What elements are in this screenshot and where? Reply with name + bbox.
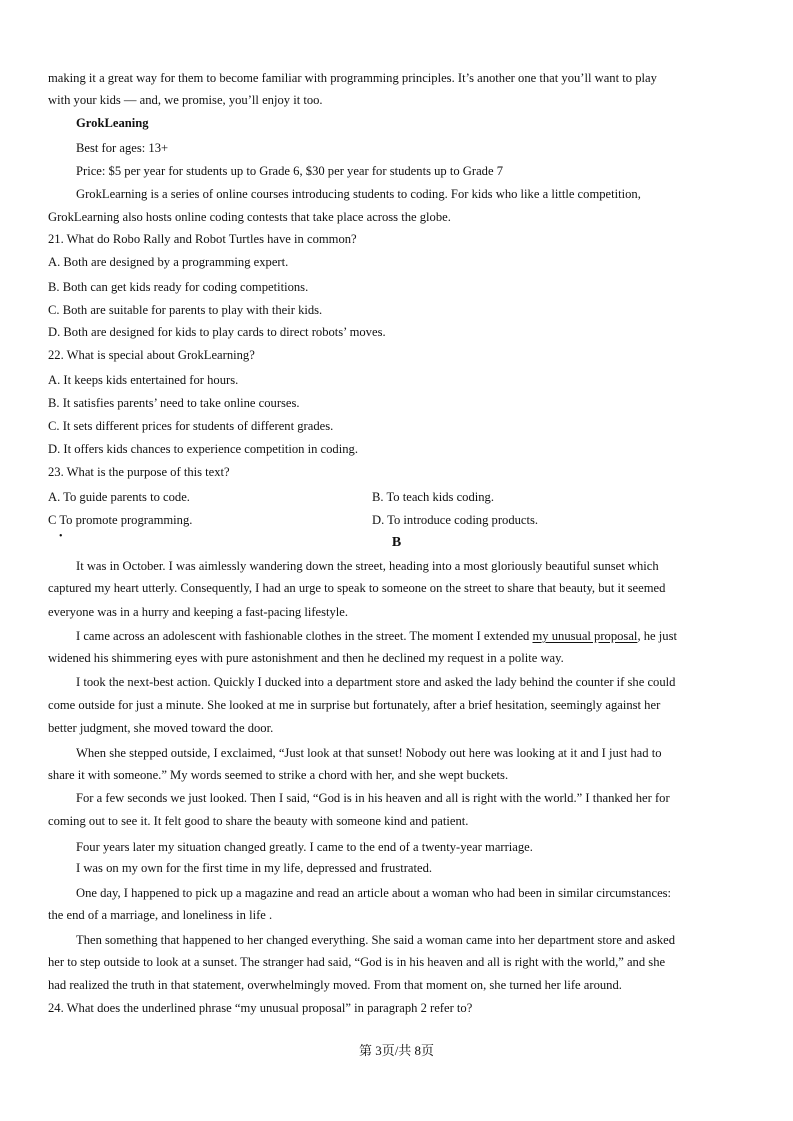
question-21-option-c: C. Both are suitable for parents to play with their kids. [48, 303, 323, 317]
passage-p3-line-1: I took the next-best action. Quickly I ducked into a department store and asked the lady behind the counter if she could [76, 675, 676, 689]
section-b-heading: B [391, 535, 402, 550]
question-21-stem: 21. What do Robo Rally and Robot Turtles have in common? [48, 232, 357, 246]
question-21-option-a: A. Both are designed by a programming expert. [48, 255, 289, 269]
grok-desc-line-1: GrokLearning is a series of online courses introducing students to coding. For kids who like a little competition, [76, 187, 641, 201]
intro-line-1: making it a great way for them to become familiar with programming principles. It’s another one that you’ll want to play [48, 71, 657, 85]
passage-p8-line-2: the end of a marriage, and loneliness in life . [48, 908, 273, 922]
stray-dot-mark: • [59, 531, 63, 542]
question-22-option-c: C. It sets different prices for students of different grades. [48, 419, 334, 433]
passage-p2-line-2: widened his shimmering eyes with pure astonishment and then he declined my request in a polite way. [48, 651, 564, 665]
question-22-option-a: A. It keeps kids entertained for hours. [48, 373, 239, 387]
passage-p6: Four years later my situation changed greatly. I came to the end of a twenty-year marriage. [76, 840, 533, 854]
question-23-option-b: B. To teach kids coding. [372, 490, 495, 504]
passage-p1-line-1: It was in October. I was aimlessly wandering down the street, heading into a most gloriously beautiful sunset which [76, 559, 659, 573]
passage-p8-line-1: One day, I happened to pick up a magazine and read an article about a woman who had been in similar circumstances: [76, 886, 672, 900]
question-24-stem: 24. What does the underlined phrase “my unusual proposal” in paragraph 2 refer to? [48, 1001, 473, 1015]
passage-p5-line-2: coming out to see it. It felt good to share the beauty with someone kind and patient. [48, 814, 469, 828]
question-22-stem: 22. What is special about GrokLearning? [48, 348, 255, 362]
passage-p5-line-1: For a few seconds we just looked. Then I said, “God is in his heaven and all is right with the world.” I thanked her for [76, 791, 670, 805]
passage-p1-line-2: captured my heart utterly. Consequently, I had an urge to speak to someone on the street to share that beauty, but it seemed [48, 581, 666, 595]
passage-p7: I was on my own for the first time in my life, depressed and frustrated. [76, 861, 433, 875]
question-21-option-b: B. Both can get kids ready for coding competitions. [48, 280, 309, 294]
page-footer: 第 3页/共 8页 [358, 1043, 435, 1058]
passage-p9-line-3: had realized the truth in that statement, overwhelmingly moved. From that moment on, she turned her life around. [48, 978, 622, 992]
passage-p4-line-2: share it with someone.” My words seemed to strike a chord with her, and she wept buckets. [48, 768, 509, 782]
passage-p3-line-3: better judgment, she moved toward the door. [48, 721, 274, 735]
question-21-option-d: D. Both are designed for kids to play cards to direct robots’ moves. [48, 325, 386, 339]
passage-p2-line-1 [76, 628, 677, 644]
question-23-option-a: A. To guide parents to code. [48, 490, 190, 504]
grok-ages: Best for ages: 13+ [76, 141, 169, 155]
passage-p1-line-3: everyone was in a hurry and keeping a fast-pacing lifestyle. [48, 605, 349, 619]
question-23-stem: 23. What is the purpose of this text? [48, 465, 230, 479]
grok-desc-line-2: GrokLearning also hosts online coding contests that take place across the globe. [48, 210, 451, 224]
passage-p2-text-before: I came across an adolescent with fashionable clothes in the street. The moment I extended [76, 629, 533, 643]
question-22-option-b: B. It satisfies parents’ need to take online courses. [48, 396, 300, 410]
question-23-option-d: D. To introduce coding products. [372, 513, 539, 527]
passage-p9-line-2: her to step outside to look at a sunset. The stranger had said, “God is in his heaven and all is right with the world,” and she [48, 955, 666, 969]
passage-p4-line-1: When she stepped outside, I exclaimed, “Just look at that sunset! Nobody out here was looking at it and I just had to [76, 746, 662, 760]
underlined-phrase: my unusual proposal [532, 629, 638, 643]
grok-price: Price: $5 per year for students up to Grade 6, $30 per year for students up to Grade 7 [76, 164, 504, 178]
question-23-option-c: C To promote programming. [48, 513, 193, 527]
passage-p9-line-1: Then something that happened to her changed everything. She said a woman came into her department store and asked [76, 933, 676, 947]
intro-line-2: with your kids — and, we promise, you’ll enjoy it too. [48, 93, 323, 107]
passage-p3-line-2: come outside for just a minute. She looked at me in surprise but fortunately, after a brief hesitation, seemingly against her [48, 698, 661, 712]
passage-p2-text-after: , he just [637, 629, 677, 643]
grok-title: GrokLeaning [76, 116, 149, 130]
question-22-option-d: D. It offers kids chances to experience competition in coding. [48, 442, 358, 456]
